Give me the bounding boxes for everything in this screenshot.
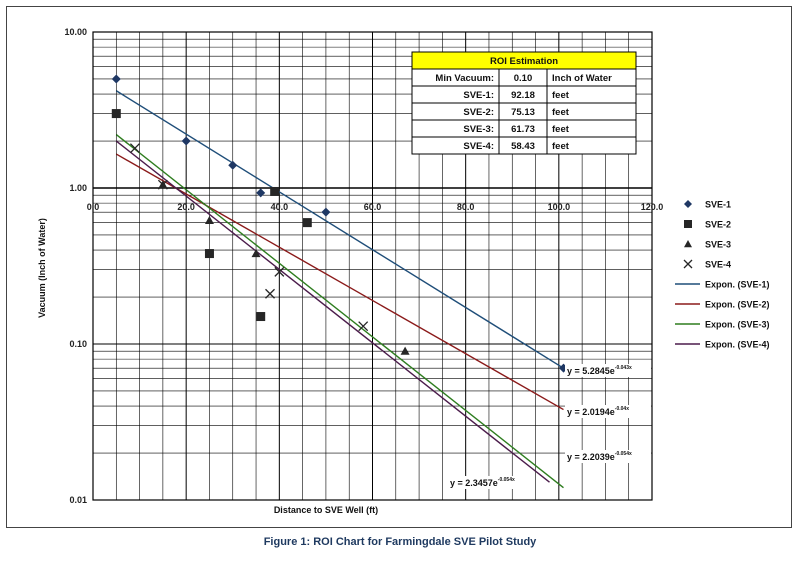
legend (675, 200, 770, 350)
roi-table-title: ROI Estimation (489, 56, 559, 67)
y-tick-label: 10.00 (64, 27, 87, 37)
roi-row-unit: feet (552, 124, 569, 135)
legend-label: Expon. (SVE-2) (705, 299, 770, 310)
trend-equation-exponent: -0.054x (614, 451, 632, 457)
figure-caption: Figure 1: ROI Chart for Farmingdale SVE Pilot Study (263, 536, 537, 548)
roi-row-unit: feet (552, 107, 569, 118)
legend-marker (684, 240, 692, 247)
legend-marker (684, 200, 692, 208)
legend-item (675, 340, 770, 350)
legend-label: SVE-1 (705, 199, 732, 210)
roi-row-label: Min Vacuum: (435, 73, 494, 84)
roi-row-unit: Inch of Water (552, 73, 612, 84)
roi-row-unit: feet (552, 141, 569, 152)
y-axis-label: Vacuum (Inch of Water) (37, 218, 47, 318)
x-tick-label: 40.0 (270, 202, 289, 212)
legend-label: Expon. (SVE-3) (705, 319, 770, 330)
legend-item (675, 300, 770, 310)
legend-label: SVE-2 (705, 219, 732, 230)
roi-table (412, 52, 636, 154)
x-axis-label: Distance to SVE Well (ft) (273, 505, 379, 515)
trend-equation: $y = 5.2845e^{-0.043x}$ (567, 365, 632, 376)
roi-row-value: 75.13 (511, 107, 535, 118)
x-tick-label: 100.0 (547, 202, 571, 212)
roi-row-value: 0.10 (513, 73, 533, 84)
y-tick-label: 1.00 (69, 183, 87, 193)
x-tick-label: 80.0 (456, 202, 475, 212)
roi-row-value: 61.73 (511, 124, 535, 135)
data-point-sve-2 (270, 187, 279, 196)
roi-row-value: 58.43 (511, 141, 535, 152)
trend-equation: $y = 2.2039e^{-0.054x}$ (567, 451, 632, 462)
trend-equation-exponent: -0.043x (614, 365, 632, 371)
x-tick-label: 120.0 (640, 202, 664, 212)
legend-item (684, 220, 731, 230)
x-tick-label: 0.0 (86, 202, 100, 212)
roi-row-label: SVE-1: (463, 90, 494, 101)
trend-equation: $y = 2.0194e^{-0.04x}$ (567, 406, 629, 417)
roi-row-value: 92.18 (511, 90, 535, 101)
roi-row-unit: feet (552, 90, 569, 101)
legend-item (684, 240, 731, 250)
y-tick-label: 0.10 (69, 339, 87, 349)
roi-row-label: SVE-4: (463, 141, 494, 152)
y-tick-labels (64, 27, 87, 505)
legend-marker (684, 220, 692, 228)
legend-label: SVE-4 (705, 259, 732, 270)
trend-equation: $y = 2.3457e^{-0.054x}$ (450, 477, 515, 488)
y-tick-label: 0.01 (69, 495, 87, 505)
trend-equation-exponent: -0.054x (497, 477, 515, 483)
legend-marker (684, 260, 692, 268)
legend-item (684, 200, 731, 210)
legend-item (684, 260, 731, 270)
x-tick-label: 60.0 (363, 202, 382, 212)
x-tick-label: 20.0 (177, 202, 195, 212)
roi-row-label: SVE-2: (463, 107, 494, 118)
legend-label: Expon. (SVE-1) (705, 279, 770, 290)
legend-label: Expon. (SVE-4) (705, 339, 770, 350)
data-point-sve-2 (303, 218, 312, 227)
legend-item (675, 320, 770, 330)
data-point-sve-2 (205, 249, 214, 258)
data-point-sve-2 (256, 312, 265, 321)
legend-item (675, 280, 770, 290)
data-point-sve-2 (112, 109, 121, 118)
legend-label: SVE-3 (705, 239, 732, 250)
trend-equation-exponent: -0.04x (614, 406, 629, 412)
roi-row-label: SVE-3: (463, 124, 494, 135)
